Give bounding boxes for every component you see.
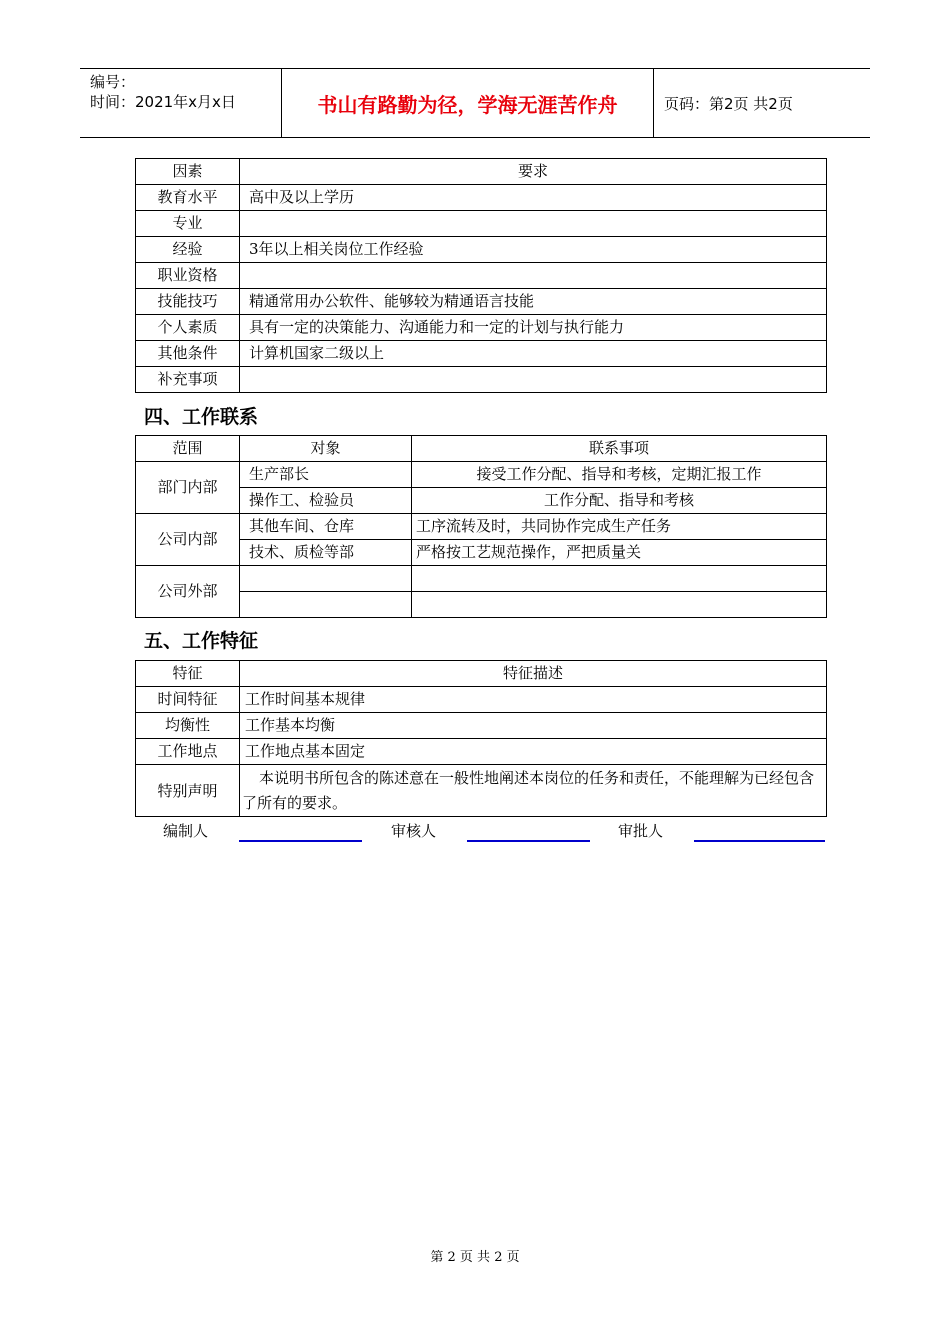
- requirement-cell: [240, 367, 827, 393]
- table-row: [136, 289, 827, 315]
- header-requirement: 要求: [240, 159, 827, 185]
- factor-cell: 专业: [136, 211, 240, 237]
- reviewer-signature-line[interactable]: [467, 840, 590, 842]
- table-row: [136, 211, 827, 237]
- requirement-cell: 具有一定的决策能力、沟通能力和一定的计划与执行能力: [240, 315, 827, 341]
- table-row: [136, 592, 827, 618]
- desc-cell: 工作基本均衡: [240, 713, 827, 739]
- factor-cell: 个人素质: [136, 315, 240, 341]
- requirements-table: [135, 158, 827, 393]
- factor-cell: 补充事项: [136, 367, 240, 393]
- header-factor: 因素: [136, 159, 240, 185]
- desc-cell: 工作时间基本规律: [240, 687, 827, 713]
- table-row: [136, 765, 827, 817]
- table-row: [136, 185, 827, 211]
- target-cell: [240, 566, 412, 592]
- matter-cell: 接受工作分配、指导和考核，定期汇报工作: [412, 462, 827, 488]
- approver-signature-line[interactable]: [694, 840, 825, 842]
- declaration-cell: 本说明书所包含的陈述意在一般性地阐述本岗位的任务和责任，不能理解为已经包含了所有的要求。: [240, 765, 827, 817]
- scope-cell: 公司外部: [136, 566, 240, 618]
- section-title-work-contacts: 四、工作联系: [144, 406, 259, 428]
- matter-cell: [412, 566, 827, 592]
- section-title-work-features: 五、工作特征: [144, 630, 259, 652]
- requirement-cell: 精通常用办公软件、能够较为精通语言技能: [240, 289, 827, 315]
- target-cell: 技术、质检等部: [240, 540, 412, 566]
- page-footer: 第 2 页 共 2 页: [430, 1250, 520, 1265]
- header-matter: 联系事项: [412, 436, 827, 462]
- editor-label: 编制人: [163, 822, 209, 840]
- header-desc: 特征描述: [240, 661, 827, 687]
- date-label: 时间：2021年x月x日: [90, 93, 236, 111]
- approver-label: 审批人: [618, 822, 664, 840]
- table-header-row: [136, 159, 827, 185]
- feature-cell: 时间特征: [136, 687, 240, 713]
- number-label: 编号：: [90, 73, 136, 91]
- header-meta: [80, 69, 282, 137]
- requirement-cell: [240, 211, 827, 237]
- matter-cell: 工作分配、指导和考核: [412, 488, 827, 514]
- requirement-cell: [240, 263, 827, 289]
- table-row: [136, 488, 827, 514]
- table-row: [136, 237, 827, 263]
- table-header-row: [136, 436, 827, 462]
- table-row: [136, 462, 827, 488]
- target-cell: [240, 592, 412, 618]
- feature-cell: 特别声明: [136, 765, 240, 817]
- matter-cell: [412, 592, 827, 618]
- scope-cell: 公司内部: [136, 514, 240, 566]
- header-feature: 特征: [136, 661, 240, 687]
- feature-cell: 均衡性: [136, 713, 240, 739]
- work-contacts-table: [135, 435, 827, 618]
- editor-signature-line[interactable]: [239, 840, 362, 842]
- table-row: [136, 315, 827, 341]
- table-row: [136, 713, 827, 739]
- table-header-row: [136, 661, 827, 687]
- target-cell: 生产部长: [240, 462, 412, 488]
- table-row: [136, 514, 827, 540]
- motto: 书山有路勤为径，学海无涯苦作舟: [282, 69, 654, 137]
- header-target: 对象: [240, 436, 412, 462]
- factor-cell: 教育水平: [136, 185, 240, 211]
- table-row: [136, 566, 827, 592]
- factor-cell: 经验: [136, 237, 240, 263]
- feature-cell: 工作地点: [136, 739, 240, 765]
- factor-cell: 职业资格: [136, 263, 240, 289]
- matter-cell: 严格按工艺规范操作，严把质量关: [412, 540, 827, 566]
- page-header: [80, 68, 870, 138]
- factor-cell: 技能技巧: [136, 289, 240, 315]
- requirement-cell: 3年以上相关岗位工作经验: [240, 237, 827, 263]
- table-row: [136, 739, 827, 765]
- requirement-cell: 高中及以上学历: [240, 185, 827, 211]
- target-cell: 操作工、检验员: [240, 488, 412, 514]
- page-info: 页码：第2页 共2页: [664, 95, 793, 113]
- target-cell: 其他车间、仓库: [240, 514, 412, 540]
- matter-cell: 工序流转及时，共同协作完成生产任务: [412, 514, 827, 540]
- header-scope: 范围: [136, 436, 240, 462]
- desc-cell: 工作地点基本固定: [240, 739, 827, 765]
- work-features-table: [135, 660, 827, 817]
- table-row: [136, 540, 827, 566]
- table-row: [136, 687, 827, 713]
- reviewer-label: 审核人: [391, 822, 437, 840]
- table-row: [136, 263, 827, 289]
- scope-cell: 部门内部: [136, 462, 240, 514]
- table-row: [136, 367, 827, 393]
- factor-cell: 其他条件: [136, 341, 240, 367]
- requirement-cell: 计算机国家二级以上: [240, 341, 827, 367]
- table-row: [136, 341, 827, 367]
